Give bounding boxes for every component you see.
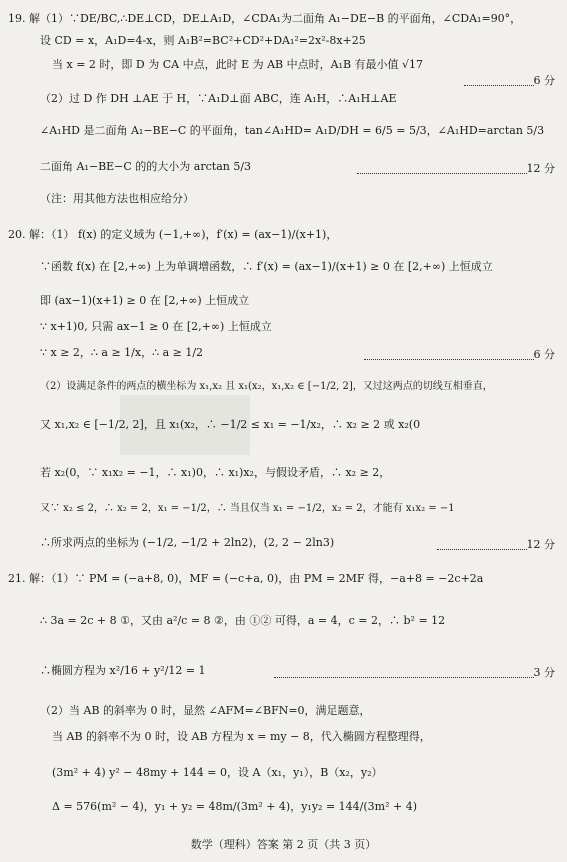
q19-part2-line3: 二面角 A₁−BE−C 的的大小为 arctan 5/3 [40,160,252,173]
q21-part1-line2: ∴ 3a = 2c + 8 ①，又由 a²/c = 8 ②，由 ①② 可得，a = 4，c = 2，∴ b² = 12 [40,614,446,627]
q19-part2-line2: ∠A₁HD 是二面角 A₁−BE−C 的平面角，tan∠A₁HD= A₁D/DH = 6/5 = 5/3，∠A₁HD=arctan 5/3 [40,124,545,137]
q20-part1-score: 6 分 [364,346,556,362]
q21-part2-line2: 当 AB 的斜率不为 0 时，设 AB 方程为 x = my − 8，代入椭圆方程整理得， [52,730,431,743]
q20-part1-line1: 20. 解：（1） f(x) 的定义域为 (−1,+∞)，f′(x) = (ax−1)/(x+1)， [8,228,338,241]
q20-part2-score: 12 分 [437,536,556,552]
page-footer: 数学（理科）答案 第 2 页（共 3 页） [190,838,377,851]
q19-part2-score: 12 分 [357,160,556,176]
q19-part1-line1: 19. 解（1）∵DE/BC,∴DE⊥CD，DE⊥A₁D，∠CDA₁为二面角 A₁−DE−B 的平面角，∠CDA₁=90°， [8,12,522,25]
q19-part1-score: 6 分 [464,72,556,88]
q21-part2-line4: Δ = 576(m² − 4)，y₁ + y₂ = 48m/(3m² + 4)，y₁y₂ = 144/(3m² + 4) [52,800,418,813]
q19-part1-line2: 设 CD = x，A₁D=4-x，则 A₁B²=BC²+CD²+DA₁²=2x²-8x+25 [40,34,366,47]
q19-note: （注：用其他方法也相应给分） [40,192,194,205]
q20-part1-line3: 即 (ax−1)(x+1) ≥ 0 在 [2,+∞) 上恒成立 [40,294,250,307]
q21-part2-line1: （2）当 AB 的斜率为 0 时，显然 ∠AFM=∠BFN=0，满足题意， [40,704,371,717]
q21-part1-line1: 21. 解：（1）∵ PM = (−a+8, 0)，MF = (−c+a, 0)，由 PM = 2MF 得，−a+8 = −2c+2a [8,572,484,585]
q20-part2-line5: ∴所求两点的坐标为 (−1/2, −1/2 + 2ln2)，(2, 2 − 2ln3) [40,536,335,549]
q20-part2-line2: 又 x₁,x₂ ∈ [−1/2, 2]，且 x₁(x₂，∴ −1/2 ≤ x₁ = −1/x₂，∴ x₂ ≥ 2 或 x₂(0 [40,418,421,431]
q21-part1-score: 3 分 [274,664,556,680]
q20-part1-line5: ∵ x ≥ 2，∴ a ≥ 1/x，∴ a ≥ 1/2 [40,346,204,359]
q21-part1-line3: ∴椭圆方程为 x²/16 + y²/12 = 1 [40,664,206,677]
q21-part2-line3: (3m² + 4) y² − 48my + 144 = 0，设 A（x₁，y₁），B（x₂，y₂） [52,766,383,779]
q19-part2-line1: （2）过 D 作 DH ⊥AE 于 H，∵A₁D⊥面 ABC，连 A₁H，∴A₁H⊥AE [40,92,397,105]
q20-part1-line4: ∵ x+1)0, 只需 ax−1 ≥ 0 在 [2,+∞) 上恒成立 [40,320,272,333]
q20-part2-line1: （2）设满足条件的两点的横坐标为 x₁,x₂ 且 x₁(x₂，x₁,x₂ ∈ [−1/2, 2]，又过这两点的切线互相垂直， [40,381,493,392]
q20-part2-line4: 又∵ x₂ ≤ 2，∴ x₂ = 2，x₁ = −1/2，∴ 当且仅当 x₁ = −1/2，x₂ = 2，才能有 x₁x₂ = −1 [40,503,455,514]
q20-part1-line2: ∵函数 f(x) 在 [2,+∞) 上为单调增函数，∴ f′(x) = (ax−1)/(x+1) ≥ 0 在 [2,+∞) 上恒成立 [40,260,493,273]
q20-part2-line3: 若 x₂(0，∵ x₁x₂ = −1，∴ x₁)0，∴ x₁)x₂，与假设矛盾，∴ x₂ ≥ 2， [40,466,391,479]
q19-part1-line3: 当 x = 2 时，即 D 为 CA 中点，此时 E 为 AB 中点时，A₁B 有最小值 √17 [52,58,424,71]
